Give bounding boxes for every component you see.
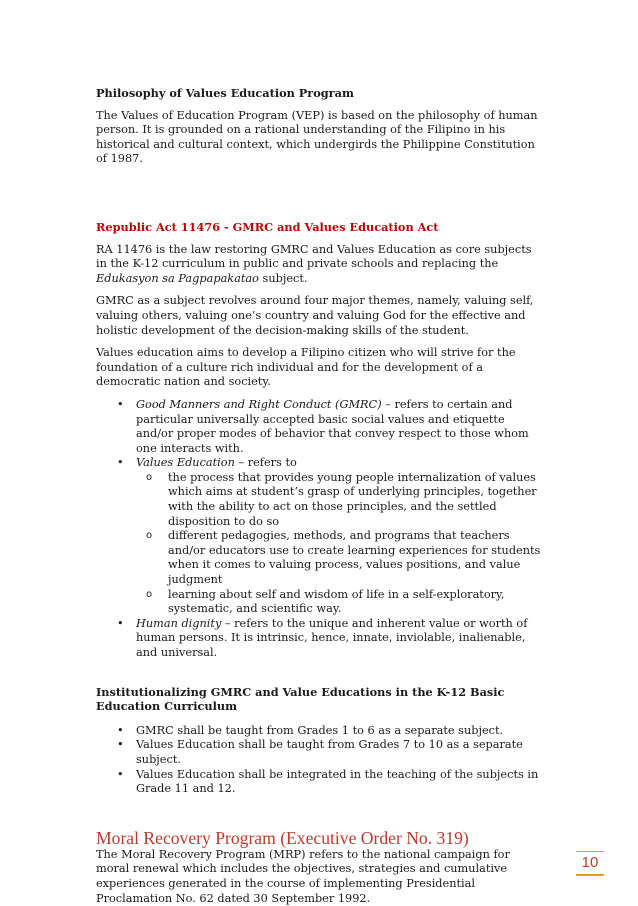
- ra-paragraph-1: [96, 243, 542, 287]
- philosophy-heading: Philosophy of Values Education Program: [96, 86, 354, 100]
- definition-values-education: [96, 456, 542, 617]
- ra-heading: Republic Act 11476 - GMRC and Values Education Act: [96, 219, 439, 234]
- definition-term: Values Education: [136, 456, 235, 470]
- definition-human-dignity: [96, 617, 542, 661]
- sublist-item: o different pedagogies, methods, and programs that teachers and/or educators use to create learning experiences for students when it comes to valuing process, values positions, and value judgment: [136, 529, 542, 587]
- list-item: • GMRC shall be taught from Grades 1 to 6 as a separate subject.: [96, 724, 542, 739]
- mrp-paragraph: The Moral Recovery Program (MRP) refers to the national campaign for moral renewal which includes the objectives, strategies and cumulative experiences generated in the course of implementing Presidential Proclamation No. 62 dated 30 September 1992.: [96, 847, 510, 905]
- definition-text: – refers to: [234, 456, 297, 470]
- ra-p1-text-b: subject.: [258, 271, 308, 285]
- definition-term: Good Manners and Right Conduct (GMRC): [136, 397, 382, 411]
- philosophy-paragraph: The Values of Education Program (VEP) is based on the philosophy of human person. It is grounded on a rational understanding of the Filipino in his historical and cultural context, which undergirds the Philippine Constitution of 1987.: [96, 108, 538, 166]
- values-education-sublist: [136, 471, 542, 617]
- page-number: 10: [576, 851, 604, 876]
- list-item: • Values Education shall be integrated in the teaching of the subjects in Grade 11 and 12.: [96, 768, 542, 797]
- definition-gmrc: [96, 398, 542, 456]
- ra-p1-text-a: RA 11476 is the law restoring GMRC and Values Education as core subjects in the K-12 curriculum in public and private schools and replacing the: [96, 242, 532, 271]
- definition-text: – refers to certain and particular universally accepted basic social values and etiquette and/or proper modes of behavior that convey respect to those whom one interacts with.: [136, 397, 529, 455]
- mrp-heading: Moral Recovery Program (Executive Order No. 319): [96, 827, 469, 848]
- definition-text: – refers to the unique and inherent value or worth of human persons. It is intrinsic, hence, innate, inviolable, inalienable, and universal.: [136, 616, 528, 659]
- sublist-item: o learning about self and wisdom of life in a self-exploratory, systematic, and scientific way.: [136, 588, 542, 617]
- sublist-item: o the process that provides young people internalization of values which aims at student’s grasp of underlying principles, together with the ability to act on those principles, and the settled disposition to do so: [136, 471, 542, 529]
- definition-term: Human dignity: [136, 616, 222, 630]
- institutionalizing-heading: Institutionalizing GMRC and Value Educations in the K-12 Basic Education Curriculum: [96, 684, 505, 714]
- ra-p1-emphasis: Edukasyon sa Pagpapakatao: [96, 271, 259, 285]
- list-item: • Values Education shall be taught from Grades 7 to 10 as a separate subject.: [96, 738, 542, 767]
- page-content: [96, 86, 542, 906]
- definitions-list: [96, 398, 542, 661]
- ra-paragraph-3: Values education aims to develop a Filipino citizen who will strive for the foundation of a culture rich individual and for the development of a democratic nation and society.: [96, 346, 516, 389]
- ra-paragraph-2: GMRC as a subject revolves around four major themes, namely, valuing self, valuing others, valuing one’s country and valuing God for the effective and holistic development of the decision-making skills of the student.: [96, 294, 534, 337]
- institutionalizing-list: [96, 724, 542, 797]
